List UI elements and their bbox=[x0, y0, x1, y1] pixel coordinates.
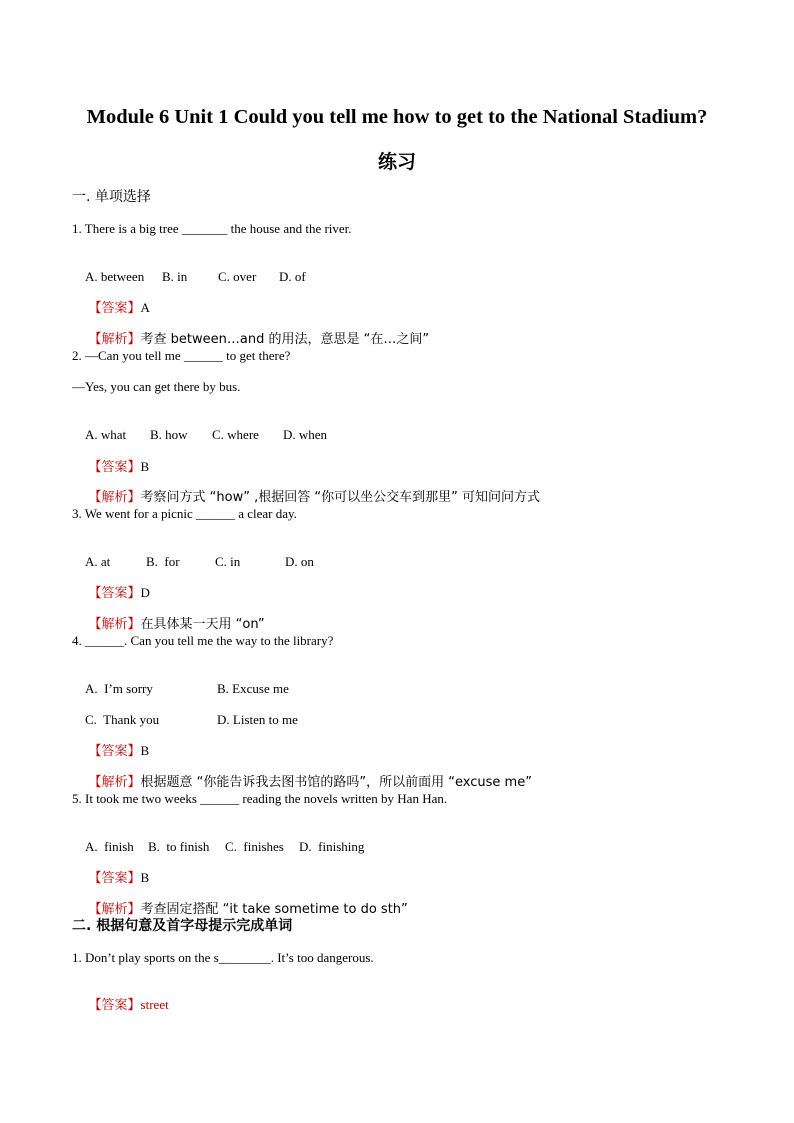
page-subtitle: 练习 bbox=[377, 151, 416, 173]
option-b: B. for bbox=[146, 554, 180, 569]
answer-label: 【答案】 bbox=[88, 744, 141, 759]
answer-label: 【答案】 bbox=[88, 460, 141, 475]
analysis-label: 【解析】 bbox=[88, 617, 141, 632]
answer-value: street bbox=[140, 997, 169, 1012]
analysis-text: 考查固定搭配 “it take sometime to do sth” bbox=[140, 902, 408, 917]
analysis-label: 【解析】 bbox=[88, 490, 141, 505]
option-a: A. between bbox=[85, 269, 145, 284]
answer-value: B bbox=[140, 743, 150, 758]
answer-label: 【答案】 bbox=[88, 871, 141, 886]
question-2-reply: —Yes, you can get there by bus. bbox=[72, 379, 241, 394]
analysis-text: 在具体某一天用 “on” bbox=[140, 617, 265, 632]
answer-label: 【答案】 bbox=[88, 301, 141, 316]
question-4-stem: 4. ______. Can you tell me the way to the library? bbox=[72, 633, 334, 648]
answer-value: A bbox=[140, 300, 150, 315]
option-a: A. finish bbox=[85, 839, 134, 854]
option-a: A. I’m sorry bbox=[85, 681, 153, 696]
option-a: A. at bbox=[85, 554, 111, 569]
question-3-stem: 3. We went for a picnic ______ a clear day. bbox=[72, 506, 297, 521]
answer-value: B bbox=[140, 870, 150, 885]
option-c: C. finishes bbox=[225, 839, 284, 854]
section-2-question-1-stem: 1. Don’t play sports on the s________. It’s too dangerous. bbox=[72, 950, 374, 965]
option-b: B. Excuse me bbox=[217, 681, 289, 696]
answer-value: B bbox=[140, 459, 150, 474]
option-d: D. of bbox=[279, 269, 306, 284]
option-c: C. in bbox=[215, 554, 241, 569]
option-c: C. where bbox=[212, 427, 259, 442]
section-2-heading: 二. 根据句意及首字母提示完成单词 bbox=[72, 918, 293, 934]
answer-label: 【答案】 bbox=[88, 586, 141, 601]
option-c: C. Thank you bbox=[85, 712, 160, 727]
question-1-stem: 1. There is a big tree _______ the house and the river. bbox=[72, 221, 352, 236]
analysis-label: 【解析】 bbox=[88, 902, 141, 917]
option-d: D. when bbox=[283, 427, 328, 442]
section-1-heading: 一. 单项选择 bbox=[72, 189, 151, 205]
answer-label: 【答案】 bbox=[88, 998, 141, 1013]
option-d: D. finishing bbox=[299, 839, 365, 854]
question-2-stem: 2. —Can you tell me ______ to get there? bbox=[72, 348, 291, 363]
option-b: B. to finish bbox=[148, 839, 210, 854]
analysis-label: 【解析】 bbox=[88, 775, 141, 790]
option-a: A. what bbox=[85, 427, 127, 442]
analysis-label: 【解析】 bbox=[88, 332, 141, 347]
analysis-text: 根据题意 “你能告诉我去图书馆的路吗”，所以前面用 “excuse me” bbox=[140, 775, 532, 790]
analysis-text: 考察问方式 “how” ,根据回答 “你可以坐公交车到那里” 可知问问方式 bbox=[140, 490, 540, 505]
page-title: Module 6 Unit 1 Could you tell me how to get to the National Stadium? bbox=[86, 106, 708, 128]
option-c: C. over bbox=[218, 269, 257, 284]
answer-value: D bbox=[140, 585, 150, 600]
analysis-text: 考查 between…and 的用法，意思是 “在…之间” bbox=[140, 332, 430, 347]
option-b: B. in bbox=[162, 269, 188, 284]
option-d: D. on bbox=[285, 554, 314, 569]
option-d: D. Listen to me bbox=[217, 712, 298, 727]
section-2-question-1-answer bbox=[72, 981, 169, 1030]
question-5-stem: 5. It took me two weeks ______ reading the novels written by Han Han. bbox=[72, 791, 448, 806]
option-b: B. how bbox=[150, 427, 188, 442]
